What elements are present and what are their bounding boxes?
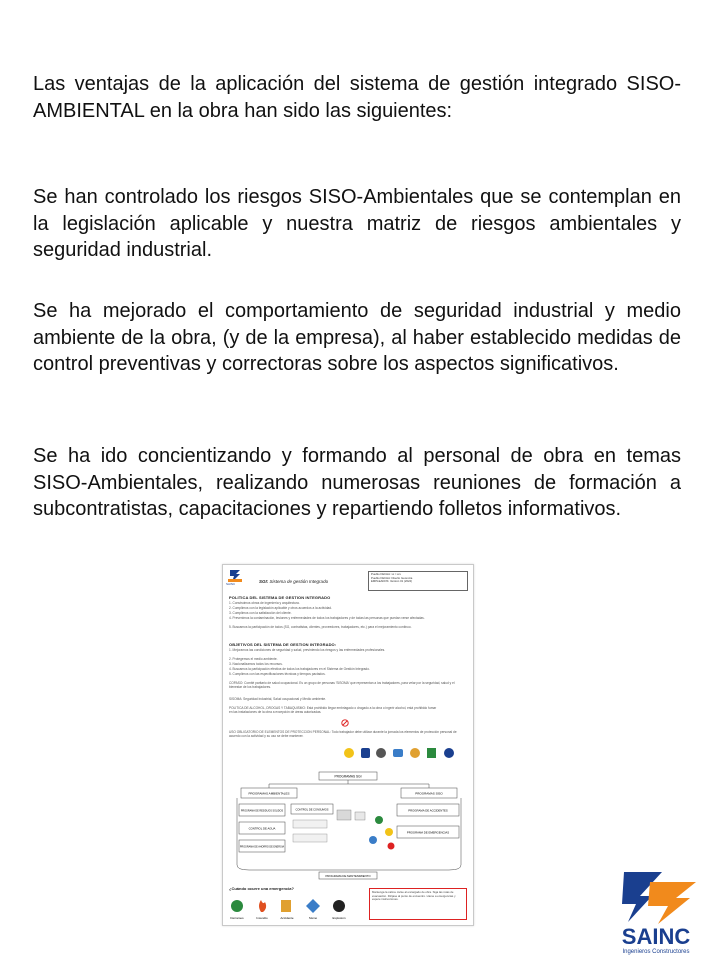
- sainc-roof-icon: [648, 882, 696, 924]
- policy-item: 5. Buscamos la participación de todos (SG, contratistas, clientes, proveedores, trabajadores, etc.) para el mejoramiento continuo.: [229, 625, 412, 629]
- no-alcohol-icon: [341, 719, 349, 727]
- objectives-title: OBJETIVOS DEL SISTEMA DE GESTION INTEGRADO:: [229, 642, 337, 647]
- brand-tagline: Ingenieros Constructores: [622, 949, 690, 955]
- emergency-caption: Sismo: [308, 916, 318, 920]
- flow-node-emergencias: PROGRAMA DE EMERGENCIAS: [406, 830, 450, 835]
- flow-node-agua: CONTROL DE AGUA: [248, 826, 276, 831]
- brand-name: SAINC: [621, 924, 691, 949]
- emergency-caption: Accidente: [280, 916, 294, 920]
- flow-node-sgi: PROGRAMAS SGI: [334, 774, 362, 779]
- policy-title: POLITICA DEL SISTEMA DE GESTION INTEGRADO: [229, 595, 331, 600]
- alcohol-policy: POLITICA DE ALCOHOL, DROGAS Y TABAQUISMO: Está prohibido llegar embriagado o drogado a la obra o ingerir alcohol, está prohibido fumar en las instalaciones de la obra a excepción de áreas autorizadas.: [229, 706, 437, 714]
- emergency-icons: [227, 896, 367, 922]
- policy-item: 1. Construimos obras de ingeniería y arquitectura.: [229, 601, 300, 605]
- info-line: Pueblo FECHA: Diseño Gerencia: [371, 575, 413, 580]
- risks-paragraph: Se han controlado los riesgos SISO-Ambientales que se contemplan en la legislación aplicable y nuestra matriz de riesgos ambientales y seguridad industrial.: [33, 186, 681, 261]
- flow-node-mantenimiento: PROGRAMA DE MANTENIMIENTO: [325, 874, 371, 878]
- sisoma-note: SISOMA: Seguridad industrial, Salud ocupacional y Medio ambiente.: [229, 697, 327, 701]
- brochure-header-prefix: SGI:: [259, 579, 269, 584]
- info-line: EMPLEADOS: Versión 01 (2024): [371, 579, 413, 584]
- ppe-icons: [341, 746, 461, 760]
- epp-policy: USO OBLIGATORIO DE ELEMENTOS DE PROTECCION PERSONAL: Todo trabajador debe utilizar durante la jornada los elementos de protección personal de acuerdo con la actividad y su uso se debe mantener.: [229, 730, 457, 738]
- sgi-brochure-thumbnail: [222, 564, 474, 926]
- emergency-caption: Explosión: [332, 916, 346, 920]
- policy-item: 3. Cumplimos con la satisfacción del cliente.: [229, 611, 292, 615]
- objective-item: 2. Protegemos el medio ambiente.: [229, 657, 278, 661]
- emergency-warning-box: Mantenga la calma. Avise al encargado de obra. Siga las rutas de evacuación. Diríjase al punto de encuentro. Llame a emergencias y espere instrucciones.: [369, 888, 467, 920]
- intro-paragraph: Las ventajas de la aplicación del sistema de gestión integrado SISO-AMBIENTAL en la obra han sido las siguientes:: [33, 73, 681, 122]
- behavior-paragraph: Se ha mejorado el comportamiento de seguridad industrial y medio ambiente de la obra, (y de la empresa), al haber establecido medidas de control preventivas y correctoras sobre los aspectos significativos.: [33, 300, 681, 375]
- objective-item: 4. Buscamos la participación efectiva de todos los trabajadores en el Sistema de Gestión Integrado.: [229, 667, 370, 671]
- objective-item: 3. Nacionalizamos todos los recursos.: [229, 662, 283, 666]
- sainc-mini-logo-icon: [228, 570, 242, 582]
- flow-node-accidentes: PROGRAMA DE ACCIDENTES: [408, 808, 448, 813]
- mini-logo-text: SAINC: [226, 582, 236, 586]
- objective-item: 5. Cumplimos con las especificaciones técnicas y tiempos pactados.: [229, 672, 326, 676]
- flow-node-consumos: CONTROL DE CONSUMOS: [295, 808, 329, 812]
- copaso-note: COPASO: Comité paritario de salud ocupacional. Es un grupo de personas 'SISOMA' que representan a los trabajadores, para velar por la seguridad, salud y el bienestar de los trabajadores.: [229, 681, 455, 689]
- objective-item: 1. Mejoramos las condiciones de seguridad y salud, previniendo los riesgos y las enfermedades profesionales.: [229, 648, 386, 652]
- flow-node-energia: PROGRAMA DE AHORRO DE ENERGIA: [239, 845, 285, 849]
- emergency-caption: Derrames: [230, 916, 244, 920]
- flow-node-siso: PROGRAMAS SISO: [415, 791, 443, 796]
- brochure-header-title: Sistema de gestión Integrado: [269, 579, 329, 584]
- sgi-programs-flowchart: [229, 770, 467, 880]
- policy-item: 4. Prevenimos la contaminación, lesiones y enfermedades de todos los trabajadores y de todas las personas que puedan verse afectadas.: [229, 616, 425, 620]
- flow-node-ambientales: PROGRAMAS AMBIENTALES: [248, 791, 290, 796]
- emergency-question: ¿Cuándo ocurre una emergencia?: [229, 886, 294, 891]
- emergency-caption: Incendio: [256, 916, 268, 920]
- training-paragraph: Se ha ido concientizando y formando al personal de obra en temas SISO-Ambientales, realizando numerosas reuniones de formación a subcontratistas, capacitaciones y repartiendo folletos informativos.: [33, 445, 681, 520]
- flow-node-residuos: PROGRAMA DE RESIDUOS SOLIDOS: [240, 809, 284, 813]
- info-line: Pueblo FECHA: xx / xxx: [371, 572, 401, 576]
- brochure-header: [259, 579, 328, 584]
- policy-item: 2. Cumplimos con la legislación aplicable y otros acuerdos a la actividad.: [229, 606, 332, 610]
- sainc-logo: [600, 872, 712, 956]
- brochure-info-box: [368, 571, 468, 591]
